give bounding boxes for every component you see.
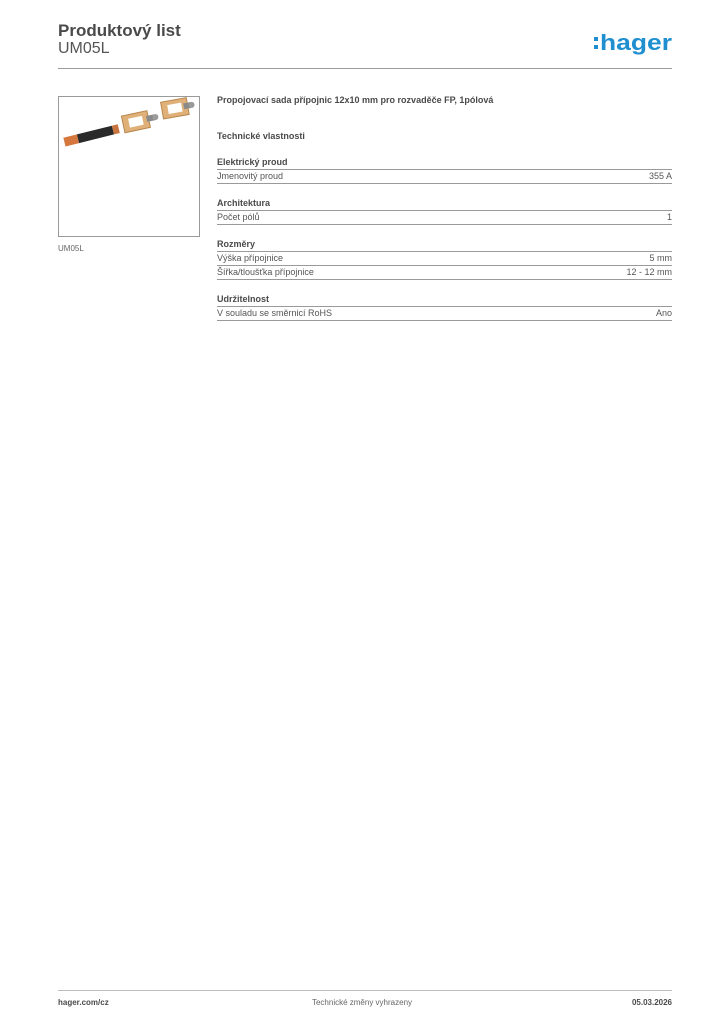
- spec-group-sustainability: [217, 293, 672, 321]
- technical-heading: Technické vlastnosti: [217, 131, 305, 141]
- spec-label: Výška přípojnice: [217, 253, 284, 263]
- svg-text:hager: hager: [600, 30, 673, 55]
- spec-group-heading: Udržitelnost: [217, 293, 672, 307]
- spec-group-heading: Architektura: [217, 197, 672, 211]
- product-title: Propojovací sada přípojnic 12x10 mm pro rozvaděče FP, 1pólová: [217, 95, 494, 105]
- spec-group-architecture: [217, 197, 672, 225]
- product-details: [217, 94, 672, 321]
- footer-divider: [58, 990, 672, 991]
- spec-label: V souladu se směrnicí RoHS: [217, 308, 333, 318]
- spec-row: [217, 170, 672, 184]
- spec-value: 1: [666, 212, 672, 222]
- spec-group-heading: Elektrický proud: [217, 156, 672, 170]
- spec-group-electric: [217, 156, 672, 184]
- footer-website: hager.com/cz: [58, 998, 109, 1007]
- spec-row: [217, 266, 672, 280]
- spec-label: Počet pólů: [217, 212, 260, 222]
- header-divider: [58, 68, 672, 69]
- spec-value: 12 - 12 mm: [626, 267, 672, 277]
- spec-row: [217, 211, 672, 225]
- spec-label: Jmenovitý proud: [217, 171, 284, 181]
- product-code: UM05L: [58, 40, 110, 57]
- footer-date: 05.03.2026: [631, 998, 672, 1007]
- spec-value: 5 mm: [649, 253, 672, 263]
- footer-notice: Technické změny vyhrazeny: [311, 998, 413, 1007]
- spec-value: 355 A: [648, 171, 672, 181]
- spec-label: Šířka/tloušťka přípojnice: [217, 267, 314, 277]
- spec-group-heading: Rozměry: [217, 238, 672, 252]
- image-caption: UM05L: [58, 244, 84, 253]
- spec-value: Ano: [655, 308, 672, 318]
- busbar-product-icon: [59, 97, 199, 236]
- document-title: Produktový list: [58, 21, 181, 40]
- product-image: [58, 96, 200, 237]
- spec-row: [217, 307, 672, 321]
- hager-logo: [594, 28, 674, 58]
- spec-group-dimensions: [217, 238, 672, 280]
- spec-row: [217, 252, 672, 266]
